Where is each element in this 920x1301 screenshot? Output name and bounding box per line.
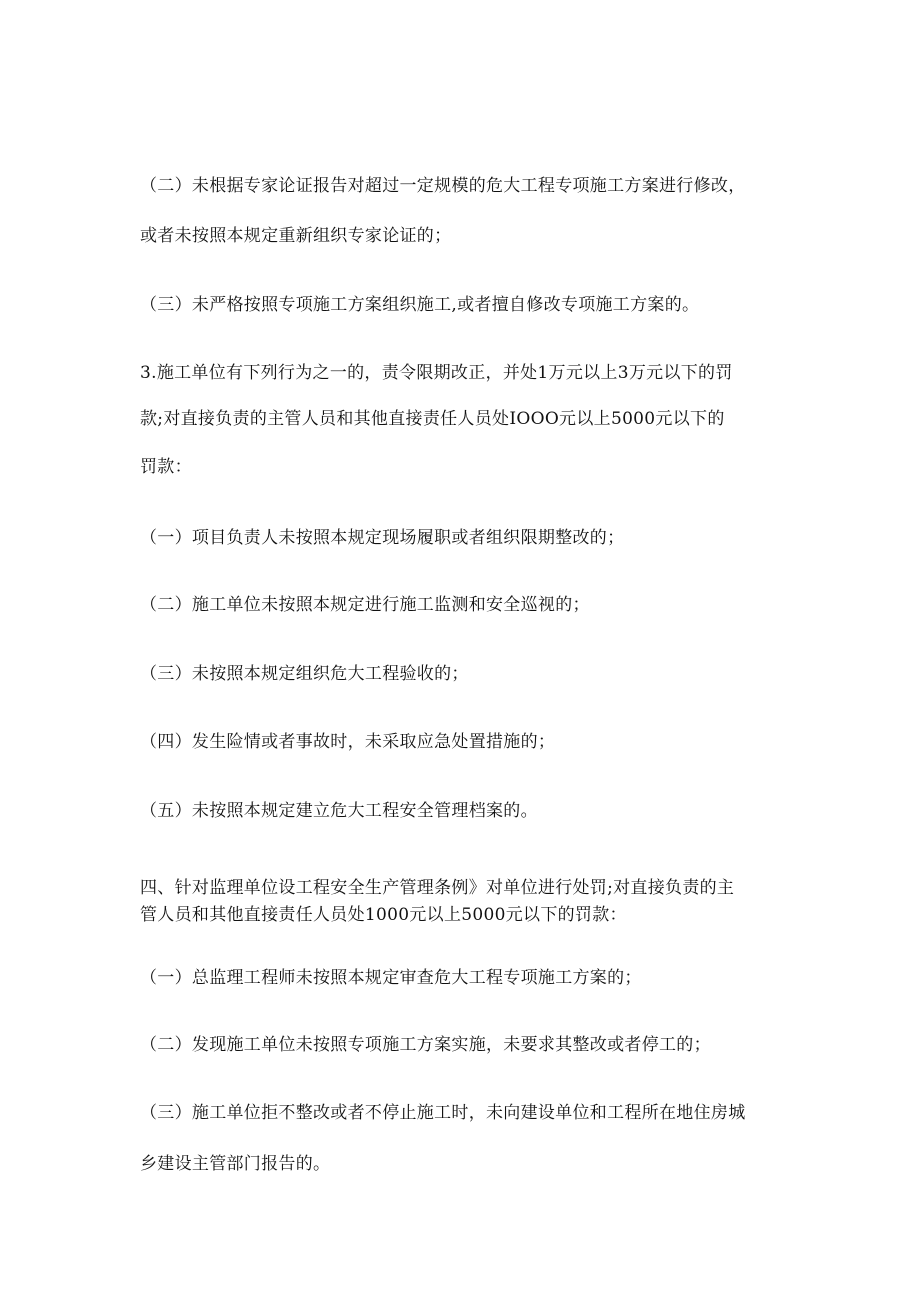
text-line: 3.施工单位有下列行为之一的，责令限期改正，并处1万元以上3万元以下的罚 — [140, 363, 733, 383]
text-line: 管人员和其他直接责任人员处1000元以上5000元以下的罚款： — [140, 905, 627, 925]
text-line: （四）发生险情或者事故时，未采取应急处置措施的； — [140, 732, 556, 752]
text-line: （二）未根据专家论证报告对超过一定规模的危大工程专项施工方案进行修改， — [140, 176, 746, 196]
text-line: （二）发现施工单位未按照专项施工方案实施，未要求其整改或者停工的； — [140, 1035, 711, 1055]
text-line: 四、针对监理单位设工程安全生产管理条例》对单位进行处罚;对直接负责的主 — [140, 878, 735, 898]
text-line: （一）总监理工程师未按照本规定审查危大工程专项施工方案的； — [140, 968, 642, 988]
text-line: （三）未严格按照专项施工方案组织施工,或者擅自修改专项施工方案的。 — [140, 295, 700, 315]
text-line: 罚款： — [140, 457, 192, 477]
text-line: （二）施工单位未按照本规定进行施工监测和安全巡视的； — [140, 595, 590, 615]
text-line: （三）施工单位拒不整改或者不停止施工时，未向建设单位和工程所在地住房城 — [140, 1103, 746, 1123]
text-line: 或者未按照本规定重新组织专家论证的； — [140, 226, 452, 246]
text-line: 乡建设主管部门报告的。 — [140, 1154, 331, 1174]
text-line: （五）未按照本规定建立危大工程安全管理档案的。 — [140, 801, 538, 821]
text-line: （三）未按照本规定组织危大工程验收的； — [140, 664, 469, 684]
text-line: 款;对直接负责的主管人员和其他直接责任人员处IOOO元以上5000元以下的 — [140, 409, 725, 429]
text-line: （一）项目负责人未按照本规定现场履职或者组织限期整改的； — [140, 528, 625, 548]
